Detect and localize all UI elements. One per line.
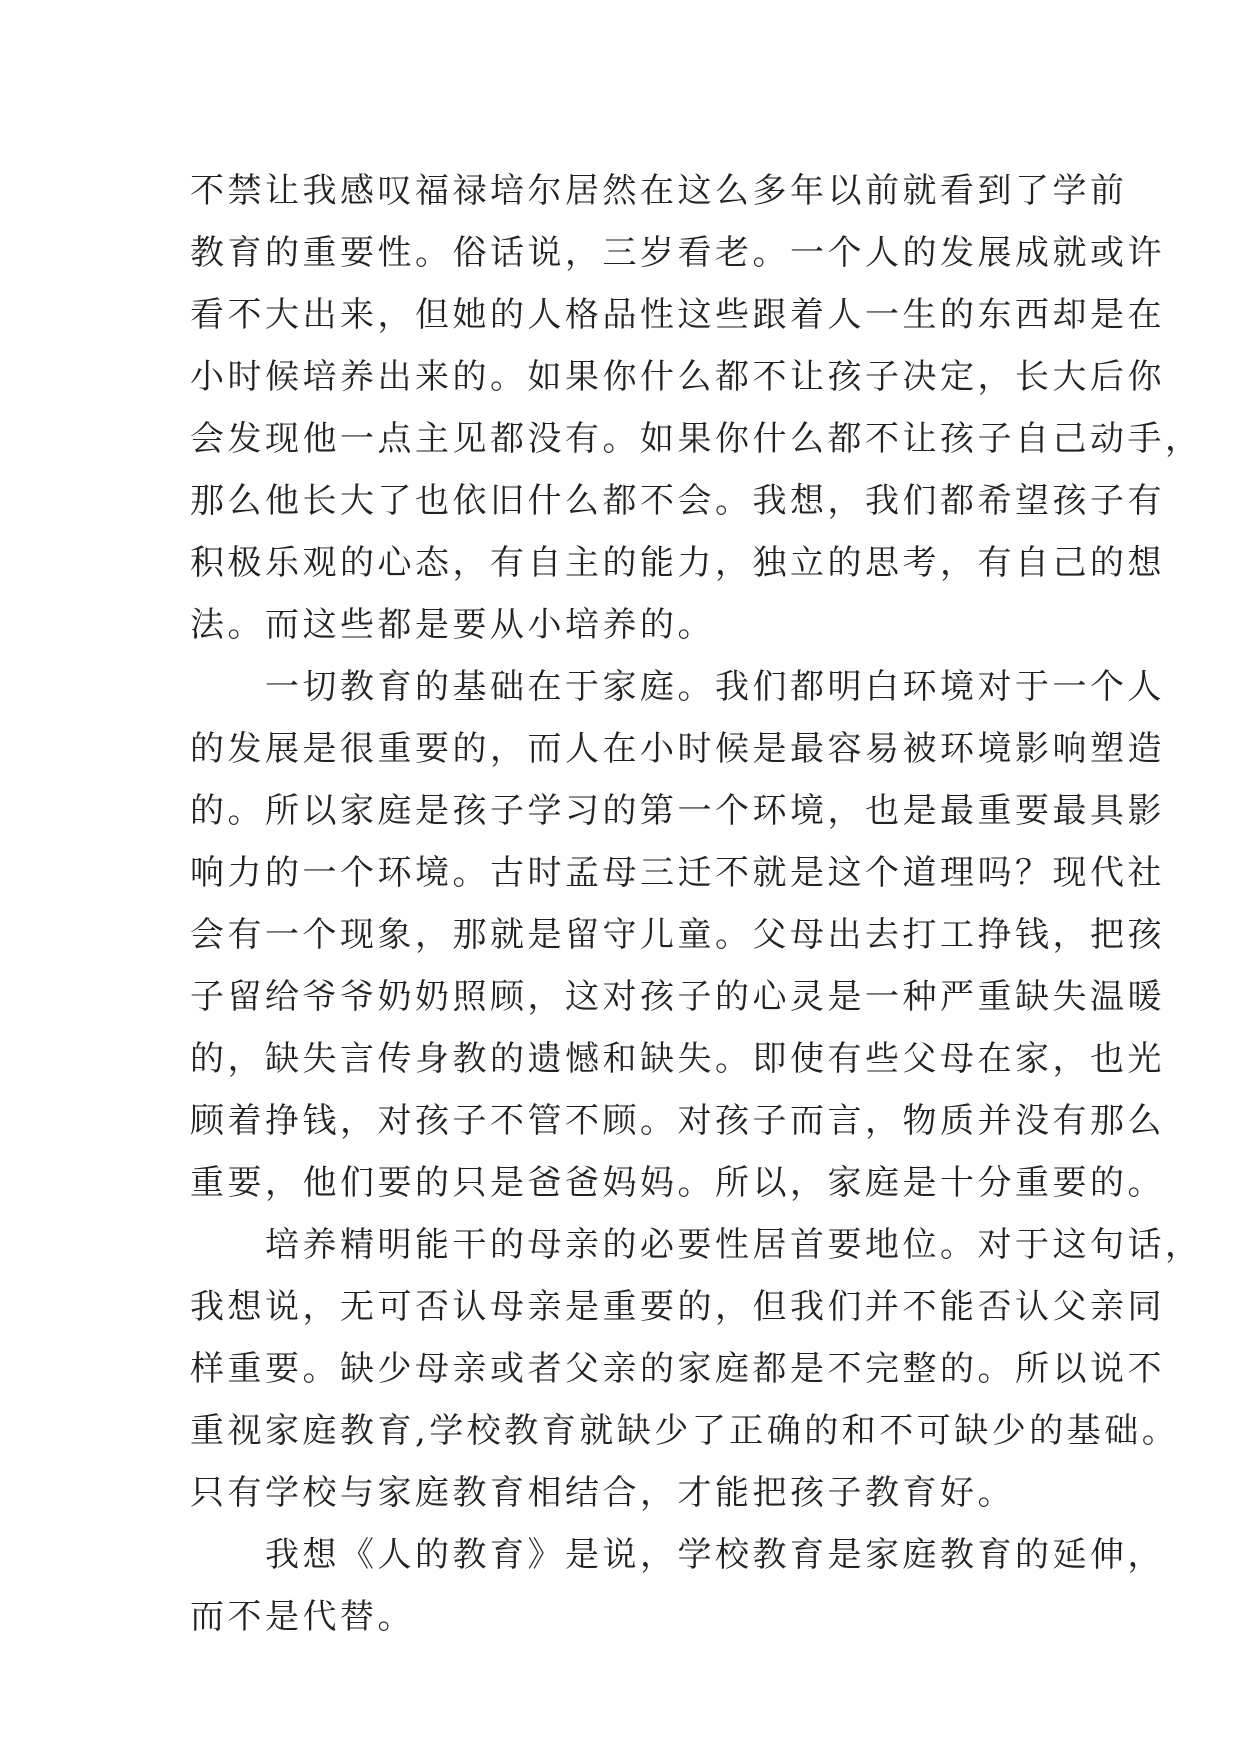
text-line: 的。所以家庭是孩子学习的第一个环境，也是最重要最具影 <box>190 791 1165 831</box>
document-body <box>190 160 1203 1648</box>
text-line: 顾着挣钱，对孩子不管不顾。对孩子而言，物质并没有那么 <box>190 1101 1165 1141</box>
text-line: 教育的重要性。俗话说，三岁看老。一个人的发展成就或许 <box>190 233 1165 273</box>
text-line: 我想《人的教育》是说，学校教育是家庭教育的延伸， <box>190 1535 1165 1575</box>
text-line: 重要，他们要的只是爸爸妈妈。所以，家庭是十分重要的。 <box>190 1163 1165 1203</box>
text-line: 我想说，无可否认母亲是重要的，但我们并不能否认父亲同 <box>190 1287 1165 1327</box>
text-line: 而不是代替。 <box>190 1597 415 1637</box>
text-line: 会有一个现象，那就是留守儿童。父母出去打工挣钱，把孩 <box>190 915 1165 955</box>
text-line: 培养精明能干的母亲的必要性居首要地位。对于这句话， <box>190 1225 1203 1265</box>
text-line: 小时候培养出来的。如果你什么都不让孩子决定，长大后你 <box>190 357 1165 397</box>
text-line: 一切教育的基础在于家庭。我们都明白环境对于一个人 <box>190 667 1165 707</box>
text-line: 会发现他一点主见都没有。如果你什么都不让孩子自己动手， <box>190 419 1203 459</box>
paragraph-3 <box>190 1214 1203 1524</box>
text-line: 样重要。缺少母亲或者父亲的家庭都是不完整的。所以说不 <box>190 1349 1165 1389</box>
text-line: 法。而这些都是要从小培养的。 <box>190 605 715 645</box>
text-line: 的发展是很重要的，而人在小时候是最容易被环境影响塑造 <box>190 729 1165 769</box>
text-line: 看不大出来，但她的人格品性这些跟着人一生的东西却是在 <box>190 295 1165 335</box>
text-line: 不禁让我感叹福禄培尔居然在这么多年以前就看到了学前 <box>190 171 1128 211</box>
text-line: 的，缺失言传身教的遗憾和缺失。即使有些父母在家，也光 <box>190 1039 1165 1079</box>
text-line: 子留给爷爷奶奶照顾，这对孩子的心灵是一种严重缺失温暖 <box>190 977 1165 1017</box>
text-line: 只有学校与家庭教育相结合，才能把孩子教育好。 <box>190 1473 1015 1513</box>
paragraph-1 <box>190 160 1203 656</box>
paragraph-2 <box>190 656 1165 1214</box>
text-line: 积极乐观的心态，有自主的能力，独立的思考，有自己的想 <box>190 543 1165 583</box>
text-line: 重视家庭教育,学校教育就缺少了正确的和不可缺少的基础。 <box>190 1411 1180 1451</box>
paragraph-4 <box>190 1524 1165 1648</box>
text-line: 响力的一个环境。古时孟母三迁不就是这个道理吗？现代社 <box>190 853 1165 893</box>
text-line: 那么他长大了也依旧什么都不会。我想，我们都希望孩子有 <box>190 481 1165 521</box>
